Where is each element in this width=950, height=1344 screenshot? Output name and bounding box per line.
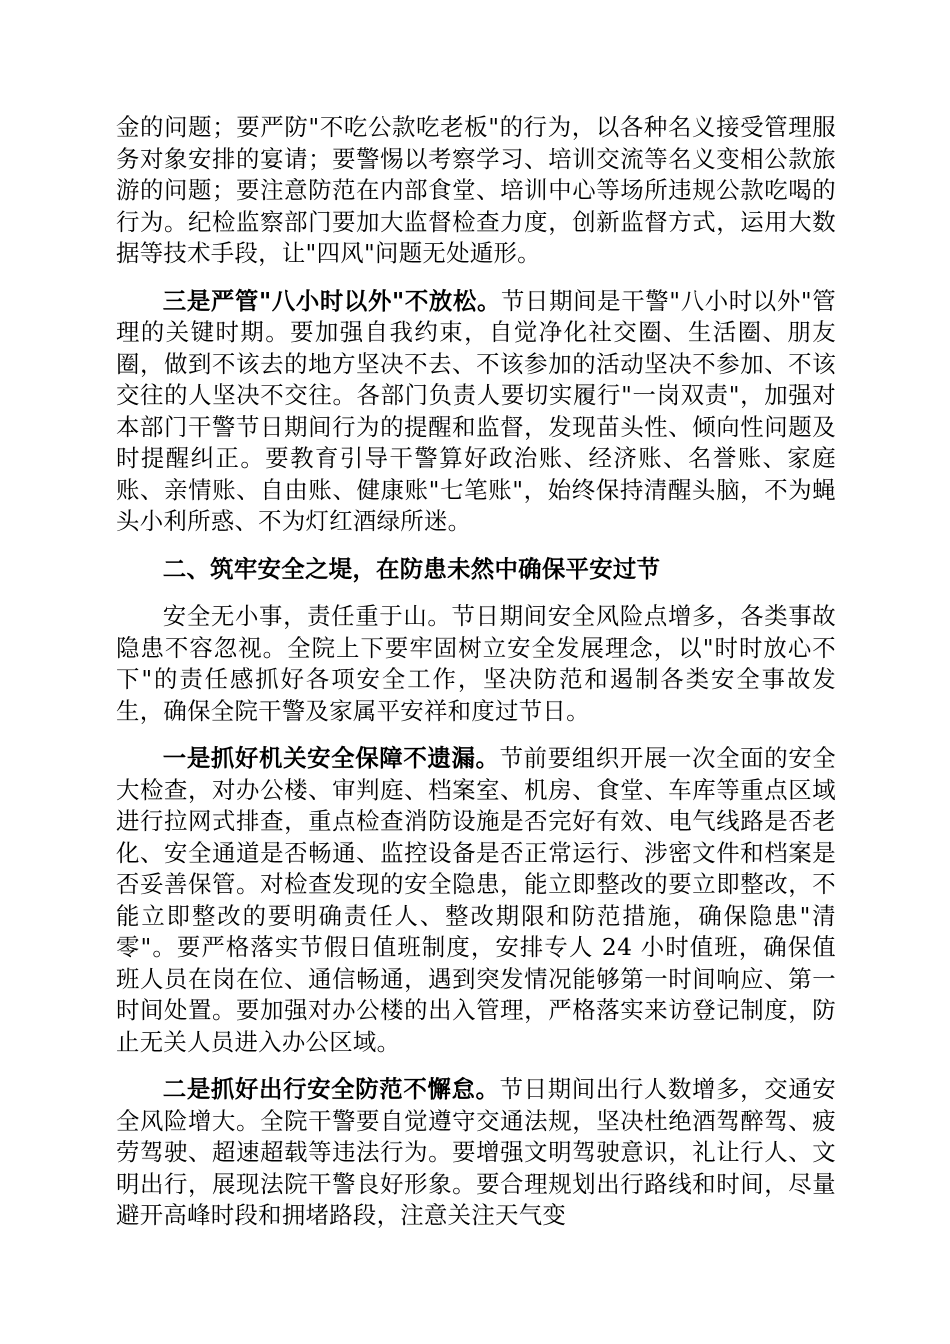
paragraph-safety-intro: 安全无小事，责任重于山。节日期间安全风险点增多，各类事故隐患不容忽视。全院上下要牢固树立安全发展理念，以"时时放心不下"的责任感抓好各项安全工作，坚决防范和遏制各类安全事故发生，确保全院干警及家属平安祥和度过节日。	[116, 602, 836, 725]
paragraph-travel-safety	[116, 1074, 836, 1232]
paragraph-lead-office-safety: 一是抓好机关安全保障不遗漏。	[162, 744, 500, 772]
paragraph-strict-management	[116, 286, 836, 538]
section-heading-safety: 二、筑牢安全之堤，在防患未然中确保平安过节	[162, 554, 661, 583]
paragraph-body-strict-management: 节日期间是干警"八小时以外"管理的关键时期。要加强自我约束，自觉净化社交圈、生活圈、朋友圈，做到不该去的地方坚决不去、不该参加的活动坚决不参加、不该交往的人坚决不交往。各部门负责人要切实履行"一岗双责"，加强对本部门干警节日期间行为的提醒和监督，发现苗头性、倾向性问题及时提醒纠正。要教育引导干警算好政治账、经济账、名誉账、家庭账、亲情账、自由账、健康账"七笔账"，始终保持清醒头脑，不为蝇头小利所惑、不为灯红酒绿所迷。	[116, 286, 836, 535]
document-page	[116, 112, 836, 1248]
paragraph-lead-travel-safety: 二是抓好出行安全防范不懈怠。	[162, 1075, 500, 1103]
paragraph-body-travel-safety: 节日期间出行人数增多，交通安全风险增大。全院干警要自觉遵守交通法规，坚决杜绝酒驾醉驾、疲劳驾驶、超速超载等违法行为。要增强文明驾驶意识，礼让行人、文明出行，展现法院干警良好形象。要合理规划出行路线和时间，尽量避开高峰时段和拥堵路段，注意关注天气变	[116, 1075, 836, 1229]
paragraph-continued: 金的问题；要严防"不吃公款吃老板"的行为，以各种名义接受管理服务对象安排的宴请；要警惕以考察学习、培训交流等名义变相公款旅游的问题；要注意防范在内部食堂、培训中心等场所违规公款吃喝的行为。纪检监察部门要加大监督检查力度，创新监督方式，运用大数据等技术手段，让"四风"问题无处遁形。	[116, 113, 836, 267]
paragraph-body-office-safety: 节前要组织开展一次全面的安全大检查，对办公楼、审判庭、档案室、机房、食堂、车库等重点区域进行拉网式排查，重点检查消防设施是否完好有效、电气线路是否老化、安全通道是否畅通、监控设备是否正常运行、涉密文件和档案是否妥善保管。对检查发现的安全隐患，能立即整改的要立即整改，不能立即整改的要明确责任人、整改期限和防范措施，确保隐患"清零"。要严格落实节假日值班制度，安排专人 24 小时值班，确保值班人员在岗在位、通信畅通，遇到突发情况能够第一时间响应、第一时间处置。要加强对办公楼的出入管理，严格落实来访登记制度，防止无关人员进入办公区域。	[116, 744, 836, 1056]
paragraph-lead-strict-management: 三是严管"八小时以外"不放松。	[162, 286, 501, 315]
paragraph-office-safety	[116, 743, 836, 1058]
